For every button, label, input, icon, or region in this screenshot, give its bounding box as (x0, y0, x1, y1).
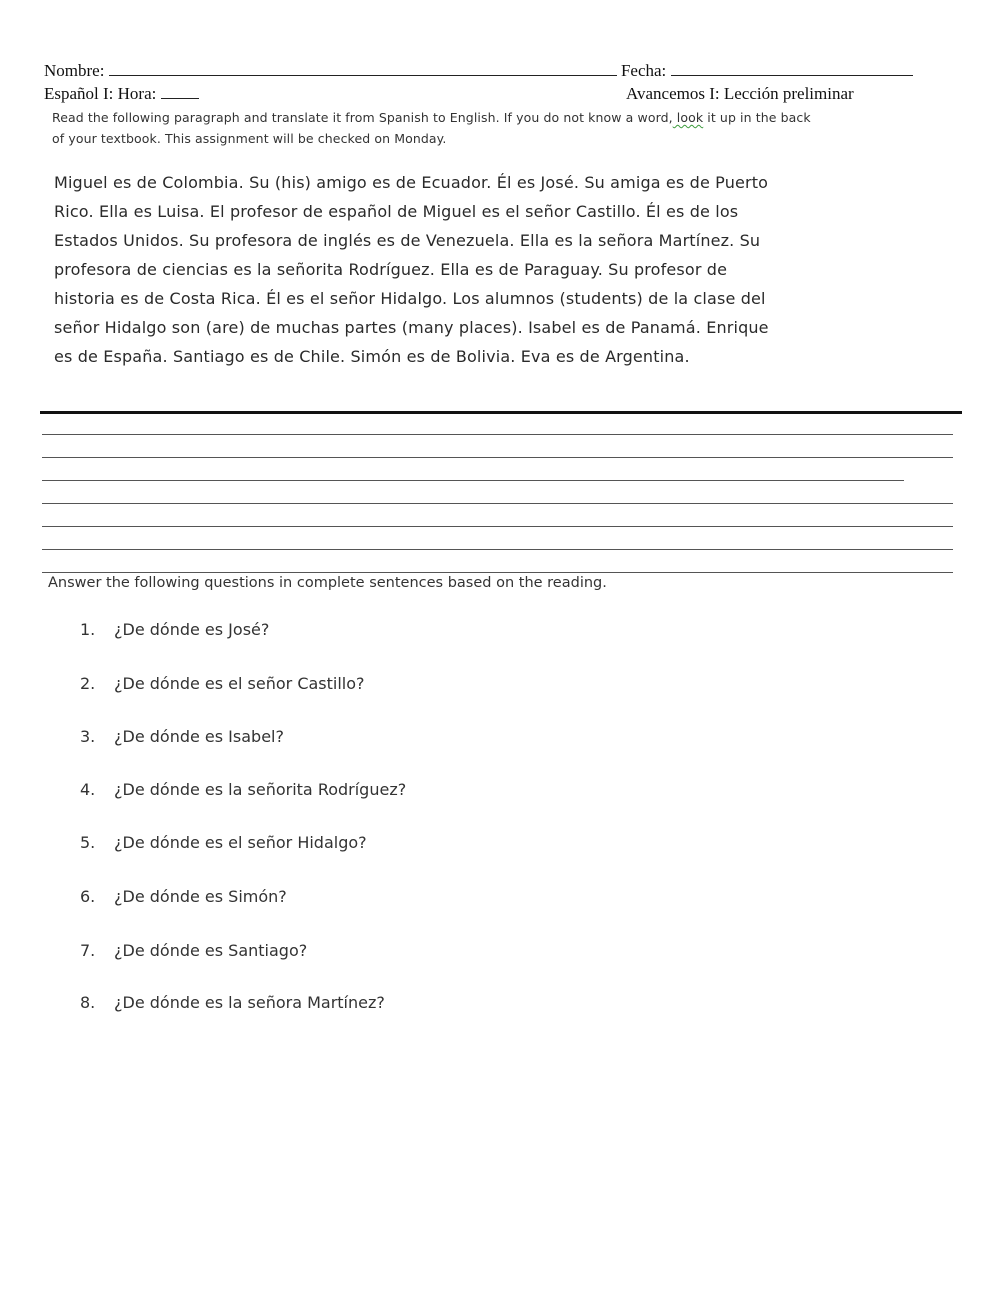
question-number: 2. (80, 674, 96, 693)
paragraph-line: Estados Unidos. Su profesora de inglés es de Venezuela. Ella es la señora Martínez. Su (54, 231, 761, 250)
nombre-blank[interactable] (109, 61, 617, 76)
question-number: 7. (80, 941, 96, 960)
writing-line[interactable] (42, 480, 904, 481)
question-item (80, 993, 385, 1012)
paragraph-line: es de España. Santiago es de Chile. Simón es de Bolivia. Eva es de Argentina. (54, 347, 690, 366)
nombre-label: Nombre: (44, 61, 105, 80)
paragraph-line: profesora de ciencias es la señorita Rodríguez. Ella es de Paraguay. Su profesor de (54, 260, 728, 279)
question-text: ¿De dónde es Simón? (114, 887, 287, 906)
nombre-row (44, 61, 913, 81)
writing-line[interactable] (42, 549, 953, 550)
instructions-text-b: it up in the back (703, 110, 811, 125)
class-row (44, 84, 199, 104)
question-item (80, 727, 284, 746)
question-text: ¿De dónde es la señora Martínez? (114, 993, 385, 1012)
question-item (80, 780, 406, 799)
lesson-title: Avancemos I: Lección preliminar (626, 84, 854, 103)
question-number: 1. (80, 620, 96, 639)
writing-line[interactable] (42, 572, 953, 573)
question-item (80, 941, 307, 960)
class-label: Español I: (44, 84, 114, 103)
question-number: 4. (80, 780, 96, 799)
answer-prompt: Answer the following questions in complete sentences based on the reading. (48, 575, 607, 591)
writing-line[interactable] (42, 434, 953, 435)
question-text: ¿De dónde es Isabel? (114, 727, 284, 746)
question-text: ¿De dónde es la señorita Rodríguez? (114, 780, 407, 799)
fecha-blank[interactable] (671, 61, 913, 76)
hora-label: Hora: (117, 84, 157, 103)
writing-line-heavy (40, 411, 962, 414)
fecha-label: Fecha: (620, 61, 667, 80)
question-number: 6. (80, 887, 96, 906)
question-item (80, 833, 367, 852)
paragraph-line: historia es de Costa Rica. Él es el señor Hidalgo. Los alumnos (students) de la clase del (54, 289, 766, 308)
instructions-line-2: of your textbook. This assignment will be checked on Monday. (52, 131, 447, 146)
writing-line[interactable] (42, 503, 953, 504)
question-number: 8. (80, 993, 96, 1012)
instructions-line-1 (52, 107, 811, 128)
question-text: ¿De dónde es Santiago? (114, 941, 308, 960)
instructions (52, 107, 811, 149)
question-text: ¿De dónde es el señor Hidalgo? (114, 833, 367, 852)
paragraph-line: Miguel es de Colombia. Su (his) amigo es de Ecuador. Él es José. Su amiga es de Puerto (54, 173, 769, 192)
paragraph-line: señor Hidalgo son (are) de muchas partes (many places). Isabel es de Panamá. Enrique (54, 318, 769, 337)
question-item (80, 674, 365, 693)
paragraph-line: Rico. Ella es Luisa. El profesor de español de Miguel es el señor Castillo. Él es de los (54, 202, 739, 221)
question-text: ¿De dónde es el señor Castillo? (114, 674, 365, 693)
writing-line[interactable] (42, 526, 953, 527)
hora-blank[interactable] (161, 84, 199, 99)
question-number: 5. (80, 833, 96, 852)
writing-line[interactable] (42, 457, 953, 458)
question-number: 3. (80, 727, 96, 746)
question-item (80, 620, 269, 639)
instructions-text-a: Read the following paragraph and translate it from Spanish to English. If you do not know a word, (52, 110, 673, 125)
spellcheck-marked-word: look (672, 110, 704, 125)
question-text: ¿De dónde es José? (114, 620, 270, 639)
question-item (80, 887, 287, 906)
